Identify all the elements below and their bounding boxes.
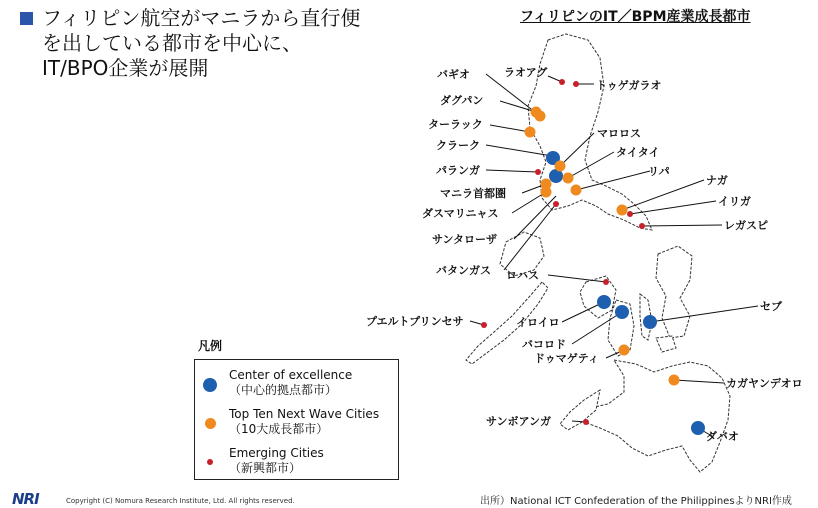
city-marker-top-ten-next-wave-cities [541,187,552,198]
city-label: サンボアンガ [486,415,552,428]
city-label: マロロス [597,127,641,140]
city-marker-emerging-cities [627,211,633,217]
mindanao-outline [584,360,730,472]
headline-line-1: フィリピン航空がマニラから直行便 [42,6,361,30]
city-marker-top-ten-next-wave-cities [525,127,536,138]
city-marker-center-of-excellence [597,295,611,309]
city-marker-emerging-cities [573,81,579,87]
island-outlines [466,34,730,472]
city-marker-top-ten-next-wave-cities [563,173,574,184]
city-marker-top-ten-next-wave-cities [531,107,542,118]
city-label: カガヤンデオロ [726,377,803,390]
city-marker-center-of-excellence [615,305,629,319]
city-label: イリガ [718,195,751,208]
city-marker-top-ten-next-wave-cities [555,161,566,172]
city-label: パランガ [436,164,480,177]
city-label: ダグパン [440,94,484,107]
city-marker-top-ten-next-wave-cities [617,205,628,216]
city-marker-emerging-cities [559,79,565,85]
samar-leyte-outline [656,246,692,338]
legend-item-sublabel: （10大成長都市） [229,422,329,436]
legend-title: 凡例 [198,339,223,353]
city-label: ダスマリニャス [422,207,499,220]
city-label: ラオアグ [504,66,548,79]
nri-logo: NRI [12,490,39,508]
legend [194,359,399,480]
city-label: ターラック [428,118,483,131]
city-marker-emerging-cities [603,279,609,285]
source-note: 出所）National ICT Confederation of the PhilippinesよりNRI作成 [480,496,792,507]
city-label: ダバオ [706,430,739,443]
copyright-text: Copyright (C) Nomura Research Institute, Ltd. All rights reserved. [66,497,295,505]
legend-item-sublabel: （新興都市） [229,461,302,475]
city-label: バタンガス [436,264,491,277]
city-marker-emerging-cities [583,419,589,425]
legend-item-label: Center of excellence [229,368,353,382]
city-marker-center-of-excellence [691,421,705,435]
bohol-outline [656,336,676,352]
city-label: レガスピ [724,219,768,232]
city-marker-emerging-cities [553,201,559,207]
city-label: リパ [648,165,670,178]
city-label: セブ [760,300,782,313]
headline-line-2: を出している都市を中心に、 [42,31,302,55]
city-marker-emerging-cities [535,169,541,175]
city-label: プエルトプリンセサ [366,315,464,328]
medium-circle-icon [205,418,216,429]
headline-line-3: IT/BPO企業が展開 [42,56,209,80]
small-circle-icon [207,459,213,465]
city-marker-emerging-cities [481,322,487,328]
city-marker-top-ten-next-wave-cities [571,185,582,196]
city-marker-top-ten-next-wave-cities [619,345,630,356]
legend-item-label: Emerging Cities [229,446,324,460]
city-label: タイタイ [616,146,660,159]
city-label: バギオ [437,68,470,81]
city-marker-top-ten-next-wave-cities [669,375,680,386]
map-title: フィリピンのIT／BPM産業成長都市 [520,9,751,25]
city-label: クラーク [436,139,480,152]
city-label: ロハス [506,269,539,282]
large-circle-icon [203,378,217,392]
city-marker-center-of-excellence [643,315,657,329]
city-label: ドゥマゲティ [534,352,599,365]
city-marker-emerging-cities [639,223,645,229]
city-label: マニラ首都圏 [440,187,506,200]
legend-item-sublabel: （中心的拠点都市） [229,383,338,397]
panay-outline [580,276,616,318]
legend-item-label: Top Ten Next Wave Cities [229,407,380,421]
city-label: サンタローザ [432,233,498,246]
city-label: イロイロ [516,316,560,329]
city-label: トゥゲガラオ [596,79,662,92]
city-label: バコロド [522,338,566,351]
city-label: ナガ [706,174,728,187]
